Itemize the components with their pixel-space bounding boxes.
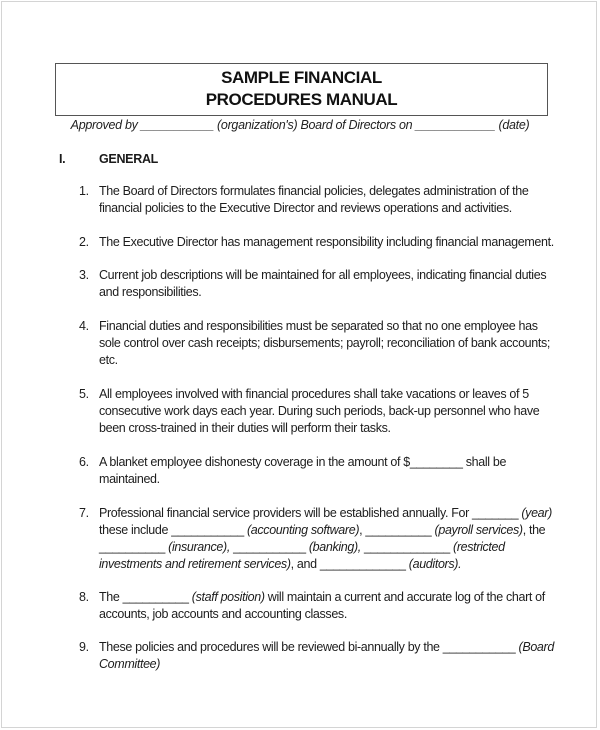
item-line: been cross-trained in their duties will perform their tasks. bbox=[99, 421, 391, 435]
item-line bbox=[99, 505, 552, 522]
text-run-italic: (insurance), bbox=[168, 540, 234, 554]
item-text bbox=[99, 639, 554, 673]
item-line bbox=[99, 556, 549, 573]
item-line: The Executive Director has management responsibility including financial management. bbox=[99, 235, 554, 249]
item-line bbox=[99, 639, 554, 656]
text-run: will maintain a current and accurate log of the chart of bbox=[264, 590, 545, 604]
text-run: , and _____________ bbox=[290, 557, 409, 571]
item-number: 5. bbox=[79, 387, 89, 401]
item-text bbox=[99, 234, 554, 251]
item-text bbox=[99, 267, 549, 301]
text-run: these include ___________ bbox=[99, 523, 247, 537]
document-page bbox=[1, 1, 597, 728]
item-line: sole control over cash receipts; disbursements; payroll; reconciliation of bank accounts; bbox=[99, 336, 551, 350]
text-run-italic: (year) bbox=[521, 506, 552, 520]
item-number: 9. bbox=[79, 640, 89, 654]
text-run-italic: (payroll services) bbox=[434, 523, 523, 537]
text-run: The __________ bbox=[99, 590, 192, 604]
item-line bbox=[99, 606, 549, 623]
approval-line: Approved by ___________ (organization's) Board of Directors on ____________ (date) bbox=[70, 118, 530, 132]
document-title-line-1: SAMPLE FINANCIAL bbox=[221, 68, 382, 87]
item-line: etc. bbox=[99, 353, 118, 367]
item-line bbox=[99, 522, 549, 539]
item-number: 8. bbox=[79, 590, 89, 604]
item-line: financial policies to the Executive Director and reviews operations and activities. bbox=[99, 201, 512, 215]
item-number: 1. bbox=[79, 184, 89, 198]
item-number: 4. bbox=[79, 319, 89, 333]
text-run-italic: (Board bbox=[518, 640, 554, 654]
text-run-italic: (banking), bbox=[308, 540, 365, 554]
text-run-italic: (auditors). bbox=[408, 557, 462, 571]
item-line: A blanket employee dishonesty coverage in the amount of $________ shall be bbox=[99, 455, 507, 469]
item-text bbox=[99, 386, 549, 437]
text-run-italic: investments and retirement services) bbox=[99, 557, 291, 571]
item-number: 6. bbox=[79, 455, 89, 469]
item-line: Current job descriptions will be maintained for all employees, indicating financial duties bbox=[99, 268, 547, 282]
item-line: All employees involved with financial procedures shall take vacations or leaves of 5 bbox=[99, 387, 529, 401]
item-line: maintained. bbox=[99, 472, 160, 486]
item-line: Financial duties and responsibilities must be separated so that no one employee has bbox=[99, 319, 538, 333]
item-text bbox=[99, 454, 549, 488]
text-run-italic: (restricted bbox=[453, 540, 505, 554]
item-text bbox=[99, 589, 549, 623]
document-title-line-2: PROCEDURES MANUAL bbox=[205, 90, 398, 109]
item-line bbox=[99, 656, 549, 673]
text-run: , the bbox=[522, 523, 546, 537]
text-run: Professional financial service providers will be established annually. For _______ bbox=[99, 506, 522, 520]
text-run: These policies and procedures will be reviewed bi-annually by the ___________ bbox=[99, 640, 519, 654]
text-run-italic: Committee) bbox=[99, 657, 161, 671]
text-run: _____________ bbox=[364, 540, 453, 554]
text-run: accounts, job accounts and accounting classes. bbox=[99, 607, 347, 621]
item-line: The Board of Directors formulates financial policies, delegates administration of the bbox=[99, 184, 529, 198]
section-number: I. bbox=[59, 152, 66, 166]
section-title: GENERAL bbox=[99, 152, 159, 166]
item-line bbox=[99, 539, 549, 556]
item-line: consecutive work days each year. During such periods, back-up personnel who have bbox=[99, 404, 540, 418]
item-text bbox=[99, 505, 552, 573]
text-run-italic: (accounting software) bbox=[246, 523, 360, 537]
item-number: 3. bbox=[79, 268, 89, 282]
text-run-italic: (staff position) bbox=[191, 590, 265, 604]
item-text bbox=[99, 183, 549, 217]
text-run: , __________ bbox=[359, 523, 435, 537]
item-line bbox=[99, 589, 549, 606]
text-run: ___________ bbox=[233, 540, 309, 554]
item-text bbox=[99, 318, 549, 369]
item-number: 7. bbox=[79, 506, 89, 520]
title-box bbox=[55, 63, 548, 116]
item-number: 2. bbox=[79, 235, 89, 249]
item-line: and responsibilities. bbox=[99, 285, 202, 299]
text-run: __________ bbox=[99, 540, 169, 554]
